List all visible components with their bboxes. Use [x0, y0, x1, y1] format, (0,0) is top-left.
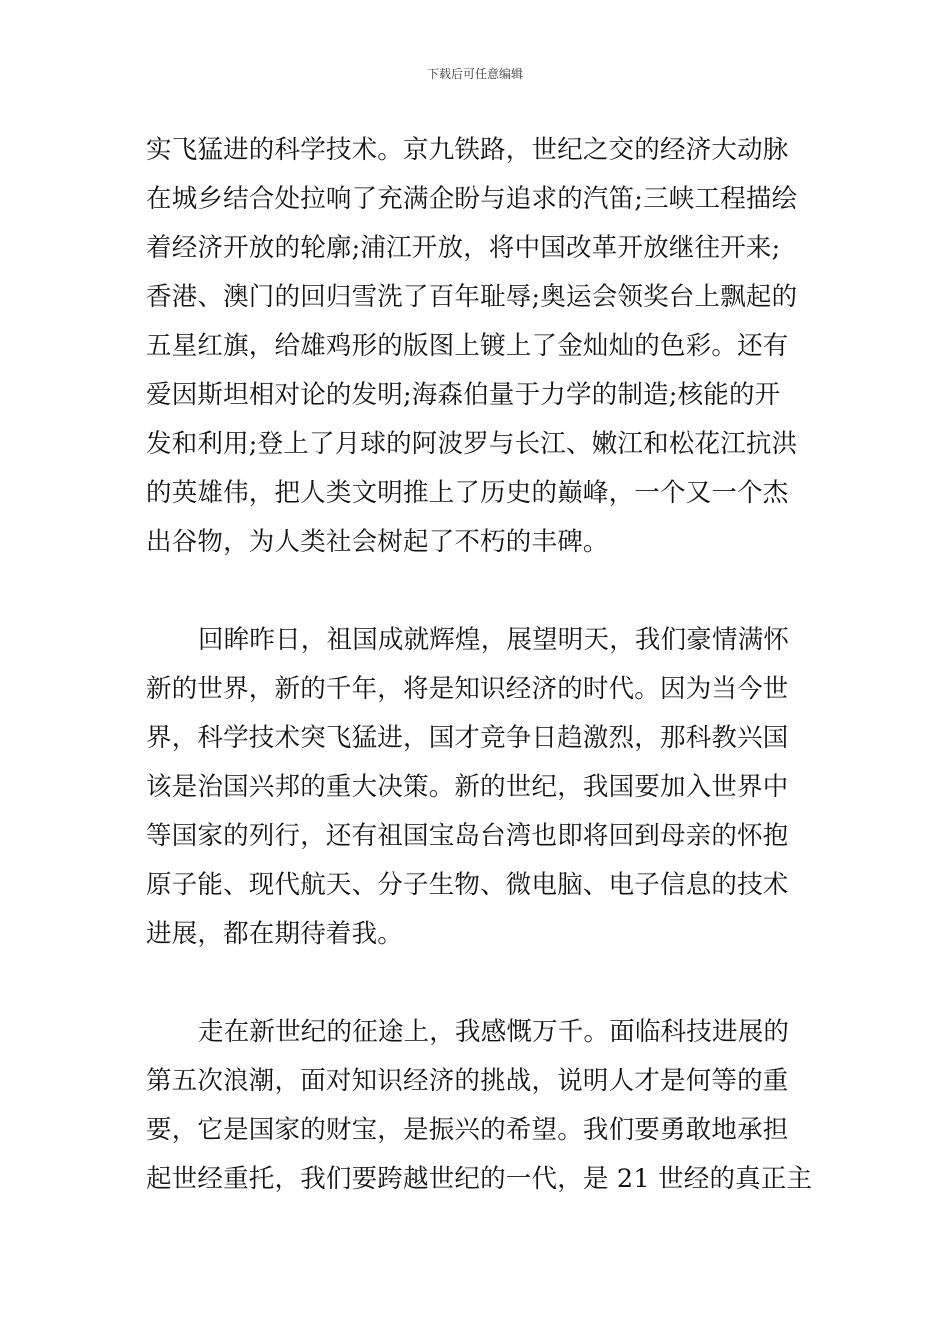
text-line: 实飞猛进的科学技术。京九铁路，世纪之交的经济大动脉 [146, 135, 789, 165]
text-line: 香港、澳门的回归雪洗了百年耻辱;奥运会领奖台上飘起的 [146, 282, 798, 312]
text-line: 等国家的列行，还有祖国宝岛台湾也即将回到母亲的怀抱 [146, 821, 789, 851]
text-line: 进展，都在期待着我。 [146, 919, 404, 949]
paragraph-3 [146, 1008, 813, 1204]
text-line: 要，它是国家的财宝，是振兴的希望。我们要勇敢地承担 [146, 1115, 789, 1145]
paragraph-spacer [146, 567, 806, 616]
text-line: 新的世界，新的千年，将是知识经济的时代。因为当今世 [146, 674, 789, 704]
text-line: 的英雄伟，把人类文明推上了历史的巅峰，一个又一个杰 [146, 478, 789, 508]
text-line: 着经济开放的轮廓;浦江开放，将中国改革开放继往开来; [146, 233, 781, 263]
text-line: 五星红旗，给雄鸡形的版图上镀上了金灿灿的色彩。还有 [146, 331, 789, 361]
text-line: 走在新世纪的征途上，我感慨万千。面临科技进展的 [198, 1017, 790, 1047]
text-line: 发和利用;登上了月球的阿波罗与长江、嫩江和松花江抗洪 [146, 429, 798, 459]
paragraph-1 [146, 126, 806, 567]
text-line: 出谷物，为人类社会树起了不朽的丰碑。 [146, 527, 609, 557]
text-line: 回眸昨日，祖国成就辉煌，展望明天，我们豪情满怀 [198, 625, 790, 655]
paragraph-2 [146, 616, 806, 959]
document-body [146, 126, 813, 1204]
page-header: 下载后可任意编辑 [426, 67, 523, 81]
paragraph-spacer [146, 959, 806, 1008]
text-line: 第五次浪潮，面对知识经济的挑战，说明人才是何等的重 [146, 1066, 789, 1096]
text-line: 原子能、现代航天、分子生物、微电脑、电子信息的技术 [146, 870, 789, 900]
text-line: 在城乡结合处拉响了充满企盼与追求的汽笛;三峡工程描绘 [146, 184, 798, 214]
text-line: 该是治国兴邦的重大决策。新的世纪，我国要加入世界中 [146, 772, 789, 802]
text-line: 起世经重托，我们要跨越世纪的一代，是 21 世经的真正主 [146, 1164, 813, 1194]
text-line: 爱因斯坦相对论的发明;海森伯量于力学的制造;核能的开 [146, 380, 781, 410]
text-line: 界，科学技术突飞猛进，国才竞争日趋激烈，那科教兴国 [146, 723, 789, 753]
